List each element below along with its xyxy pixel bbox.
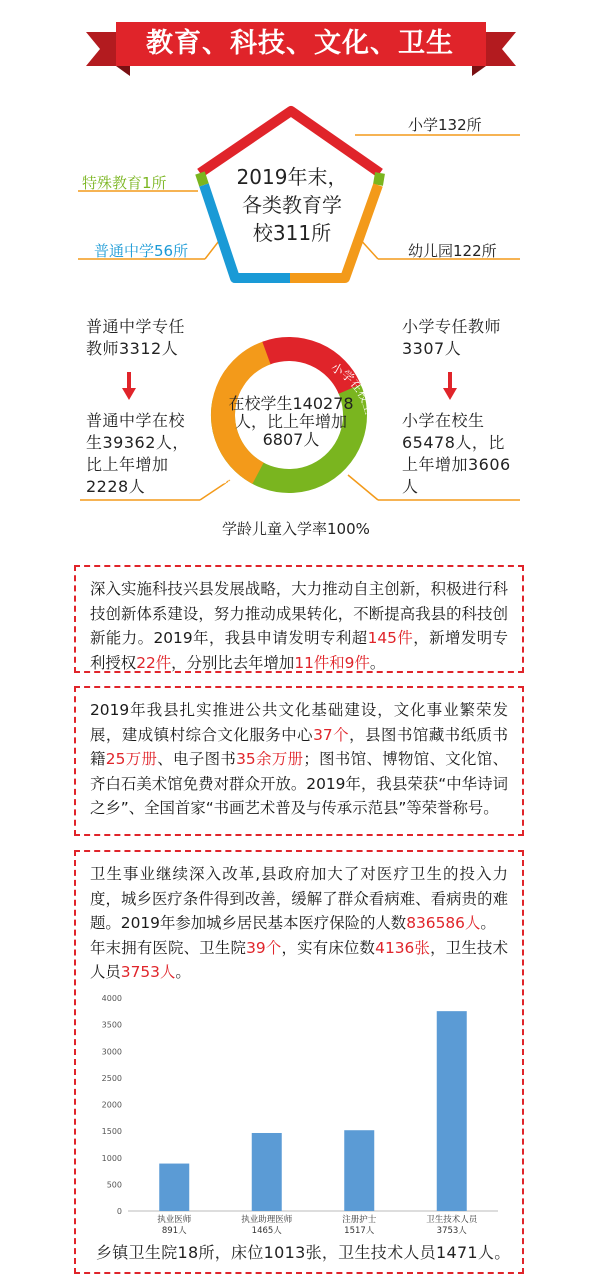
primary-school-count: 小学132所 [408,116,482,134]
ring-label-primary-path: 小学在校生 [328,360,377,417]
y-tick-label: 1000 [101,1153,122,1163]
culture-section [74,686,524,836]
primary-teachers: 小学专任教师3307人 [402,317,502,358]
y-tick-label: 3000 [101,1047,122,1057]
schools-total-line1: 2019年末， [236,165,348,189]
health-highlight: 3753人 [120,963,176,981]
bar [344,1130,374,1211]
y-tick-label: 2000 [101,1100,122,1110]
health-text: ，实有床位数 [281,938,376,957]
culture-text: ，县图书馆藏书纸质书籍 [90,725,508,768]
x-tick-label: 执业医师 [157,1215,192,1225]
health-text: 卫生事业继续深入改革,县政府加大了对医疗卫生的投入力度，城乡医疗条件得到改善，缓解了群众看病难、看病贵的难题。2019年参加城乡居民基本医疗保险的人数 [90,865,508,932]
bar-value-label: 3753人 [436,1226,467,1235]
culture-highlight: 37个 [313,725,350,744]
culture-highlight: 25万册 [105,750,158,768]
students-total: 在校学生140278人，比上年增加6807人 [228,394,354,449]
health-highlight: 4136张 [375,938,431,957]
health-text: 。 [480,914,496,932]
x-tick-label: 卫生技术人员 [426,1215,478,1225]
y-tick-label: 3500 [101,1020,122,1030]
middle-school-count: 普通中学56所 [94,242,189,260]
primary-students: 小学在校生65478人，比上年增加3606人 [402,411,511,496]
bar-value-label: 891人 [161,1226,187,1235]
y-tick-label: 2500 [101,1073,122,1083]
y-tick-label: 1500 [101,1127,122,1137]
health-text: 。 [175,963,191,981]
middle-students: 普通中学在校生39362人，比上年增加2228人 [86,411,189,496]
tech-text: ，分别比去年增加 [171,653,295,672]
culture-text: 2019年我县扎实推进公共文化基础建设，文化事业繁荣发展，建成镇村综合文化服务中心 [90,701,508,744]
health-highlight: 836586人 [406,914,481,932]
culture-highlight: 35余万册 [236,750,304,768]
page-title: 教育、科技、文化、卫生 [146,28,454,59]
health-text: 年末拥有医院、卫生院 [90,938,247,957]
y-tick-label: 500 [106,1180,122,1190]
schools-total [222,163,362,247]
x-tick-label: 注册护士 [342,1215,377,1225]
tech-text: 深入实施科技兴县发展战略，大力推动自主创新，积极进行科技创新体系建设，努力推动成果转化，不断提高我县的科技创新能力。2019年，我县申请发明专利超 [90,580,508,647]
enrollment-rate: 学龄儿童入学率100% [222,520,370,538]
y-tick-label: 0 [116,1207,122,1216]
down-arrow-icon [443,372,457,400]
ring-label-middle-path: 普通中学在校生 [195,403,238,490]
tech-highlight: 22件 [136,653,172,672]
schools-total-line3: 校311所 [252,221,332,245]
down-arrow-icon [122,372,136,400]
bar-value-label: 1465人 [251,1226,282,1235]
tech-section [74,565,524,673]
culture-text: 、电子图书 [157,750,237,768]
special-school-count: 特殊教育1所 [82,174,167,192]
y-tick-label: 4000 [101,994,122,1003]
bar [159,1164,189,1211]
middle-teachers: 普通中学专任教师3312人 [86,317,186,358]
tech-highlight: 11件和9件 [294,653,370,672]
tech-text: ，新增发明专利授权 [90,629,508,672]
bar-value-label: 1517人 [344,1226,375,1235]
township-health-summary: 乡镇卫生院18所，床位1013张，卫生技术人员1471人。 [96,1243,511,1262]
health-highlight: 39个 [246,938,282,957]
x-tick-label: 执业助理医师 [241,1215,293,1225]
tech-text: 。 [369,653,386,672]
tech-highlight: 145件 [367,629,414,647]
health-text: ，卫生技术人员 [90,938,508,981]
schools-total-line2: 各类教育学 [242,193,342,217]
bar [437,1011,467,1211]
bar [252,1133,282,1211]
kindergarten-count: 幼儿园122所 [408,242,497,260]
culture-text: ；图书馆、博物馆、文化馆、齐白石美术馆免费对群众开放。2019年，我县荣获“中华诗词之乡”、全国首家“书画艺术普及与传承示范县”等荣誉称号。 [90,750,508,817]
health-staff-bar-chart [86,990,506,1235]
